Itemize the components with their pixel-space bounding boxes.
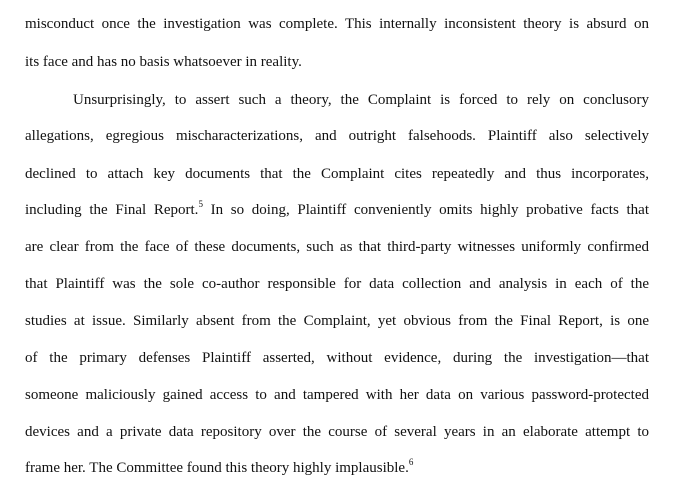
text-line: Unsurprisingly, to assert such a theory, the Complaint is forced to rely on conclusory: [73, 92, 649, 108]
text-line: [25, 200, 649, 220]
text-line: devices and a private data repository over the course of several years in an elaborate attempt to: [25, 424, 649, 440]
text-line: declined to attach key documents that the Complaint cites repeatedly and thus incorporates,: [25, 166, 649, 182]
text-fragment: In so doing, Plaintiff conveniently omits highly probative facts that: [202, 202, 649, 218]
text-line: of the primary defenses Plaintiff asserted, without evidence, during the investigation—that: [25, 350, 649, 366]
text-line: studies at issue. Similarly absent from the Complaint, yet obvious from the Final Report, is one: [25, 313, 649, 329]
text-fragment: frame her. The Committee found this theory highly implausible.: [25, 460, 409, 476]
text-line: are clear from the face of these documents, such as that third-party witnesses uniformly confirmed: [25, 239, 649, 255]
footnote-reference: 5: [198, 199, 203, 209]
footnote-reference: 6: [408, 457, 414, 467]
text-fragment: including the Final Report.: [25, 202, 199, 218]
text-line: someone maliciously gained access to and tampered with her data on various password-protected: [25, 387, 649, 403]
text-line: that Plaintiff was the sole co-author responsible for data collection and analysis in each of the: [25, 276, 649, 292]
text-line: misconduct once the investigation was complete. This internally inconsistent theory is absurd on: [25, 16, 649, 32]
text-line: allegations, egregious mischaracterizations, and outright falsehoods. Plaintiff also selectively: [25, 128, 649, 144]
text-line: [25, 458, 649, 478]
text-line: its face and has no basis whatsoever in reality.: [25, 54, 302, 70]
